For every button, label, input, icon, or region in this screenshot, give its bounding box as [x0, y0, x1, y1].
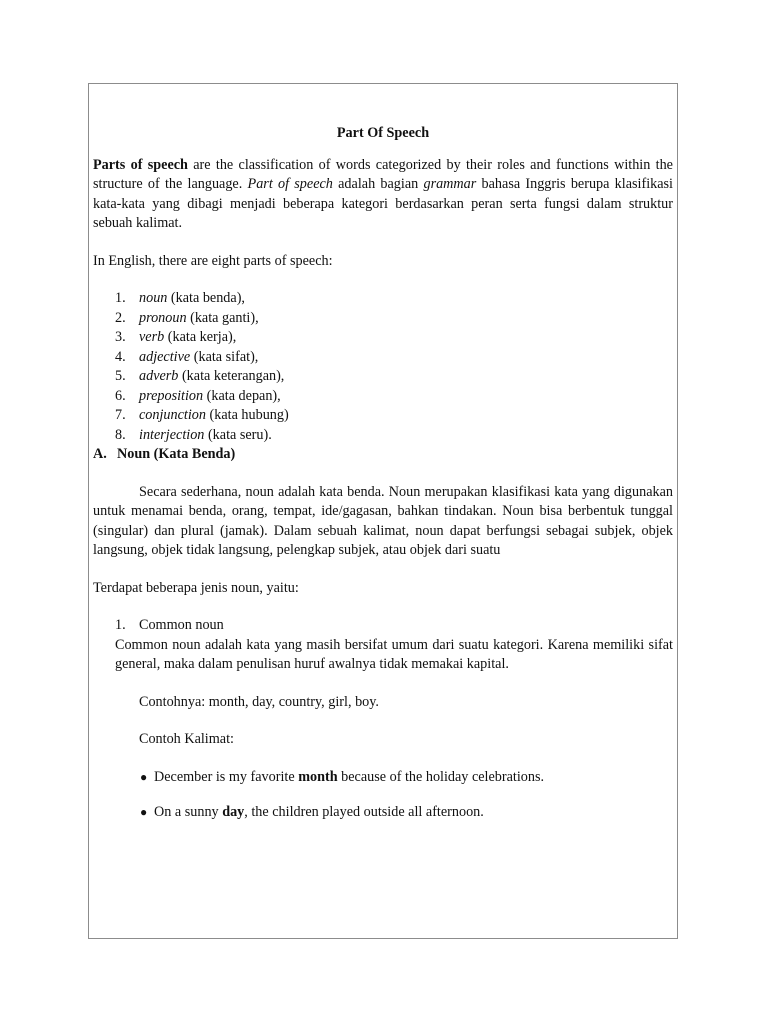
example-sentences-label: Contoh Kalimat:: [139, 731, 234, 747]
list-number: 4.: [115, 348, 126, 365]
intro-text-3: bahasa Inggris berupa klasifikasi kata-kata yang dibagi menjadi beberapa kategori berdasarkan peran serta fungsi dalam struktur sebuah kalimat.: [93, 176, 673, 231]
intro-text-2: adalah bagian: [332, 176, 424, 192]
example-sentences-list: [93, 768, 673, 823]
sentence-text: because of the holiday celebrations.: [337, 768, 545, 785]
noun-paragraph: Secara sederhana, noun adalah kata benda. Noun merupakan klasifikasi kata yang digunakan untuk menamai benda, orang, tempat, ide/gagasan, bahkan tindakan. Noun bisa berbentuk tunggal (singular) dan plural (jamak). Dalam sebuah kalimat, noun dapat berfungsi sebagai subjek, objek langsung, objek tidak langsung, pelengkap subjek, atau objek dari suatu: [93, 483, 673, 558]
list-item: [93, 768, 673, 788]
list-number: 1.: [115, 290, 126, 306]
intro-italic-1: Part of speech: [247, 176, 333, 192]
sentence-bold-word: month: [298, 768, 338, 785]
list-item: [93, 803, 673, 823]
part-term: pronoun: [139, 309, 187, 326]
common-noun-label: Common noun: [139, 617, 224, 633]
part-desc: (kata keterangan),: [178, 368, 285, 384]
document-content: [93, 124, 673, 839]
part-desc: (kata benda),: [167, 290, 245, 306]
intro-paragraph: [93, 156, 673, 234]
document-page: [88, 83, 678, 939]
part-term: interjection: [139, 426, 205, 443]
part-term: verb: [139, 329, 165, 345]
part-term: adverb: [139, 368, 179, 384]
list-item: [93, 309, 673, 329]
list-number: 2.: [115, 309, 126, 326]
part-term: conjunction: [139, 407, 206, 423]
list-number: 1.: [115, 617, 126, 633]
list-number: 8.: [115, 426, 126, 443]
list-number: 6.: [115, 387, 126, 404]
intro-italic-2: grammar: [423, 176, 477, 192]
part-desc: (kata sifat),: [190, 348, 259, 365]
list-item: [93, 348, 673, 368]
list-number: 5.: [115, 368, 126, 384]
list-number: 7.: [115, 407, 126, 423]
bullet-icon: ●: [140, 769, 148, 784]
part-desc: (kata depan),: [203, 387, 281, 404]
eight-parts-intro: In English, there are eight parts of speech:: [93, 252, 333, 269]
sentence-text: On a sunny: [154, 804, 223, 820]
list-item: [93, 426, 673, 446]
noun-types-intro: Terdapat beberapa jenis noun, yaitu:: [93, 579, 299, 596]
common-noun-heading: [93, 616, 673, 636]
sentence-text: , the children played outside all afternoon.: [244, 804, 484, 820]
part-desc: (kata ganti),: [186, 309, 259, 326]
common-noun-examples: Contohnya: month, day, country, girl, boy.: [139, 693, 379, 710]
list-item: [93, 406, 673, 426]
part-term: adjective: [139, 348, 191, 365]
common-noun-description: Common noun adalah kata yang masih bersifat umum dari suatu kategori. Karena memiliki sifat general, maka dalam penulisan huruf awalnya tidak memakai kapital.: [115, 636, 673, 672]
section-letter: A.: [93, 446, 107, 462]
document-title: Part Of Speech: [336, 125, 430, 141]
part-desc: (kata hubung): [205, 407, 289, 423]
sentence-bold-word: day: [222, 804, 245, 820]
list-item: [93, 387, 673, 407]
part-term: noun: [139, 290, 168, 306]
intro-text-1: are the classification of words categorized by their roles and functions within the structure of the language.: [93, 156, 673, 192]
intro-bold-term: Parts of speech: [93, 156, 188, 173]
list-number: 3.: [115, 329, 126, 345]
part-term: preposition: [139, 387, 204, 404]
part-desc: (kata seru).: [204, 426, 272, 443]
list-item: [93, 328, 673, 348]
list-item: [93, 289, 673, 309]
parts-of-speech-list: [93, 289, 673, 445]
bullet-icon: ●: [140, 805, 148, 819]
section-heading-noun: [93, 445, 673, 465]
section-heading-text: Noun (Kata Benda): [117, 446, 236, 462]
list-item: [93, 367, 673, 387]
part-desc: (kata kerja),: [164, 329, 237, 345]
sentence-text: December is my favorite: [154, 768, 299, 785]
